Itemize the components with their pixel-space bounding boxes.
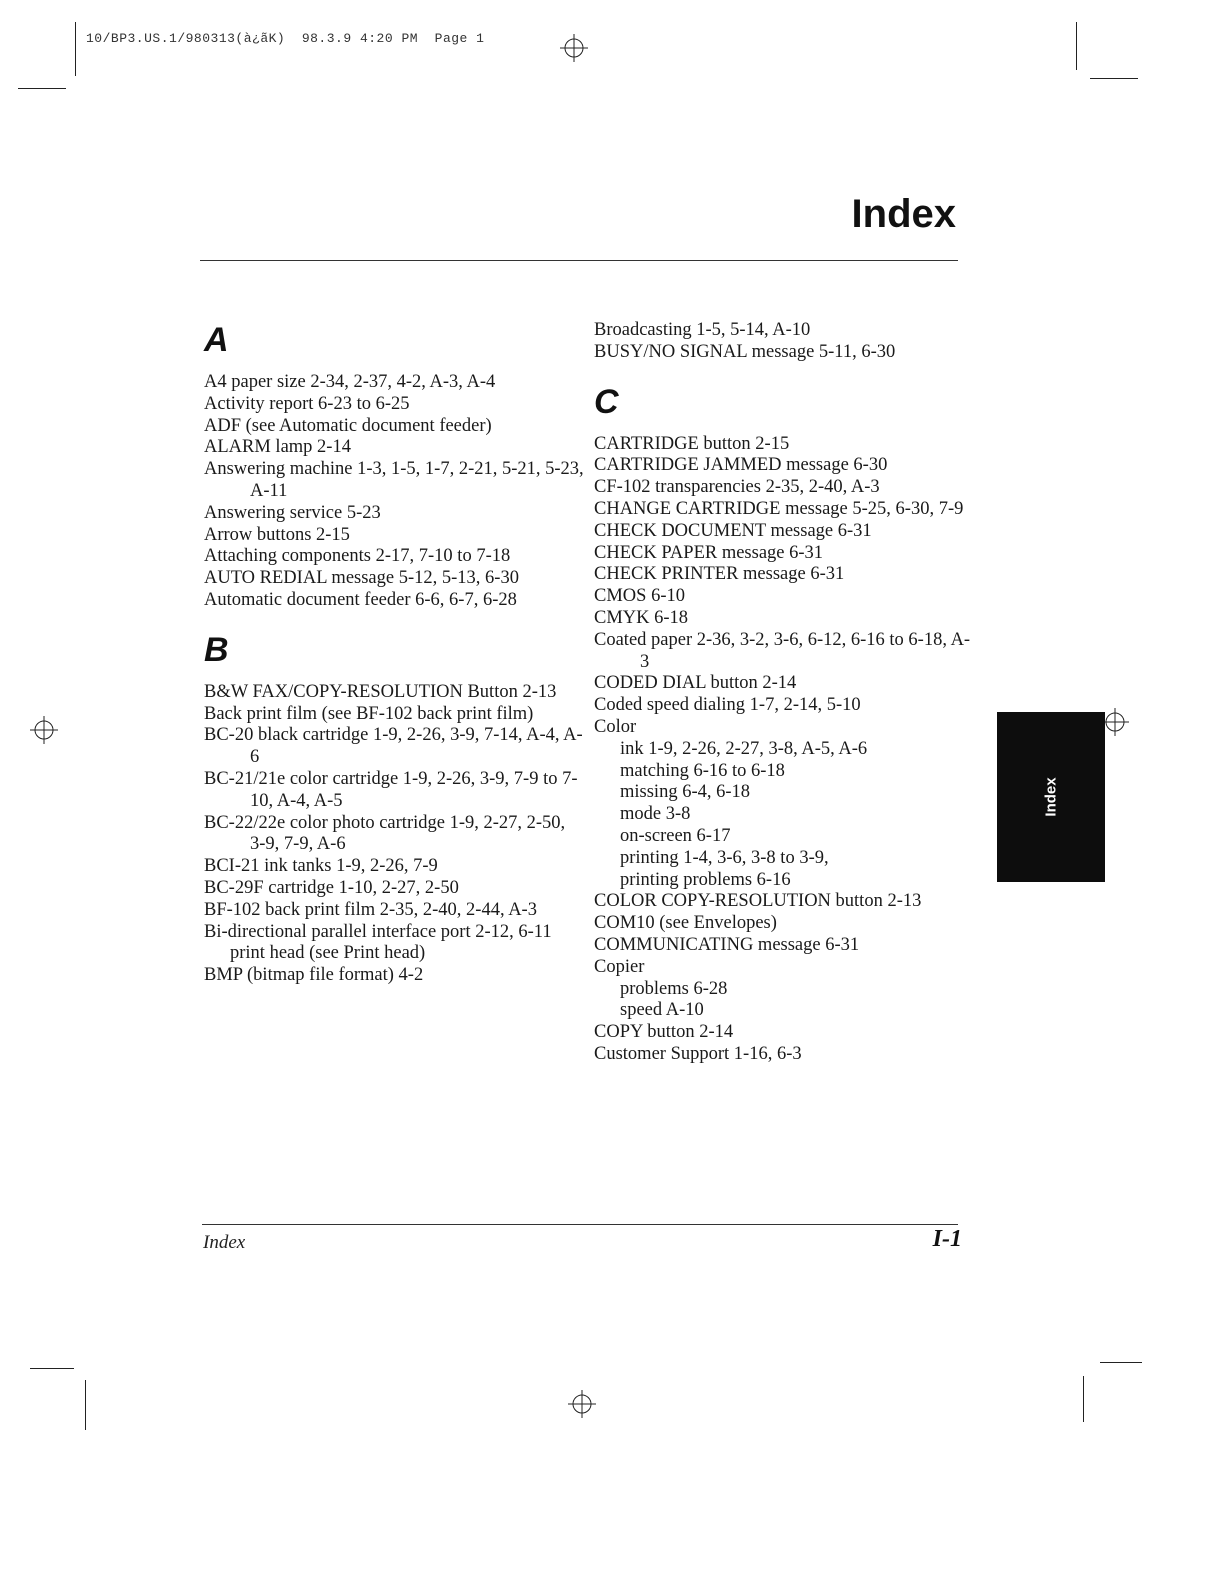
index-entry: B&W FAX/COPY-RESOLUTION Button 2-13	[204, 681, 557, 702]
title-rule	[200, 260, 958, 261]
index-entry: CHECK PAPER message 6-31	[594, 542, 824, 563]
index-entry: CARTRIDGE JAMMED message 6-30	[594, 455, 888, 476]
crop-mark-bottom-left-horizontal	[30, 1368, 74, 1369]
index-entry: CMOS 6-10	[594, 586, 685, 607]
index-subentry: ink 1-9, 2-26, 2-27, 3-8, A-5, A-6	[620, 738, 868, 759]
footer-rule	[202, 1224, 958, 1225]
index-entry: Broadcasting 1-5, 5-14, A-10	[594, 320, 811, 340]
registration-mark-icon	[30, 716, 58, 744]
index-entry: Answering service 5-23	[204, 502, 381, 523]
index-subentry: matching 6-16 to 6-18	[620, 760, 785, 781]
index-entry: CODED DIAL button 2-14	[594, 673, 797, 694]
index-entry: CHANGE CARTRIDGE message 5-25, 6-30, 7-9	[594, 498, 964, 519]
index-entry: Coded speed dialing 1-7, 2-14, 5-10	[594, 695, 861, 716]
index-entry: Color	[594, 716, 637, 737]
index-entry: CMYK 6-18	[594, 607, 689, 628]
footer-page-number: I-1	[932, 1226, 962, 1252]
index-entry: ADF (see Automatic document feeder)	[204, 415, 492, 436]
section-letter: A	[204, 321, 229, 359]
section-letter: B	[204, 630, 229, 669]
index-subentry: printing problems 6-16	[620, 869, 791, 890]
index-entry: ALARM lamp 2-14	[204, 437, 351, 458]
index-subentry: print head (see Print head)	[230, 943, 426, 964]
index-entry: Arrow buttons 2-15	[204, 524, 350, 545]
crop-mark-bottom-right-horizontal	[1100, 1362, 1142, 1363]
index-entry: Answering machine 1-3, 1-5, 1-7, 2-21, 5-21, 5-23, A-11	[204, 459, 584, 501]
index-entry: BC-29F cartridge 1-10, 2-27, 2-50	[204, 877, 459, 898]
index-entry: Bi-directional parallel interface port 2-12, 6-11	[204, 921, 552, 942]
index-entry: AUTO REDIAL message 5-12, 5-13, 6-30	[204, 568, 519, 589]
section-thumb-tab	[997, 712, 1105, 882]
index-entry: BUSY/NO SIGNAL message 5-11, 6-30	[594, 341, 896, 362]
section-thumb-tab-label: Index	[1042, 777, 1060, 817]
index-subentry: missing 6-4, 6-18	[620, 782, 751, 803]
index-entry: BCI-21 ink tanks 1-9, 2-26, 7-9	[204, 856, 438, 877]
index-entry: CF-102 transparencies 2-35, 2-40, A-3	[594, 477, 880, 498]
index-entry: Automatic document feeder 6-6, 6-7, 6-28	[204, 589, 517, 610]
registration-mark-icon	[1101, 708, 1129, 736]
crop-mark-top-right-vertical	[1076, 22, 1077, 70]
index-entry: CHECK PRINTER message 6-31	[594, 564, 845, 585]
index-entry: COPY button 2-14	[594, 1022, 734, 1043]
index-entry: BC-20 black cartridge 1-9, 2-26, 3-9, 7-14, A-4, A-6	[204, 725, 583, 768]
index-section	[204, 320, 584, 612]
index-section	[594, 320, 974, 364]
index-column-left	[204, 320, 584, 987]
index-entry: COMMUNICATING message 6-31	[594, 934, 860, 955]
index-entry: COM10 (see Envelopes)	[594, 913, 777, 934]
registration-mark-icon	[568, 1390, 596, 1418]
printer-slug: 10/BP3.US.1/980313(à¿ãK) 98.3.9 4:20 PM Page 1	[86, 31, 485, 46]
index-entry: BC-21/21e color cartridge 1-9, 2-26, 3-9, 7-9 to 7-10, A-4, A-5	[204, 768, 578, 811]
index-subentry: printing 1-4, 3-6, 3-8 to 3-9,	[620, 847, 829, 868]
crop-mark-top-left-vertical	[75, 22, 76, 76]
index-column-right	[594, 320, 974, 1066]
index-entry: CARTRIDGE button 2-15	[594, 433, 790, 454]
crop-mark-bottom-left-vertical	[85, 1380, 86, 1430]
index-entry: BF-102 back print film 2-35, 2-40, 2-44, A-3	[204, 899, 537, 920]
index-entry: COLOR COPY-RESOLUTION button 2-13	[594, 891, 922, 912]
index-entry: Customer Support 1-16, 6-3	[594, 1043, 802, 1064]
index-entry: Attaching components 2-17, 7-10 to 7-18	[204, 546, 511, 567]
crop-mark-top-left-horizontal	[18, 88, 66, 89]
index-entry: BC-22/22e color photo cartridge 1-9, 2-27, 2-50, 3-9, 7-9, A-6	[204, 812, 566, 855]
index-entry: Activity report 6-23 to 6-25	[204, 393, 410, 414]
registration-mark-icon	[560, 34, 588, 62]
crop-mark-bottom-right-vertical	[1083, 1376, 1084, 1422]
index-subentry: speed A-10	[620, 1000, 704, 1021]
index-entry: BMP (bitmap file format) 4-2	[204, 965, 424, 986]
index-subentry: on-screen 6-17	[620, 825, 731, 846]
index-subentry: problems 6-28	[620, 978, 728, 999]
index-entry: Back print film (see BF-102 back print film)	[204, 703, 534, 724]
index-entry: Coated paper 2-36, 3-2, 3-6, 6-12, 6-16 to 6-18, A-3	[594, 629, 971, 672]
crop-mark-top-right-horizontal	[1090, 78, 1138, 79]
index-section	[204, 630, 584, 987]
page-title: Index	[851, 192, 956, 236]
section-letter: C	[594, 382, 619, 421]
index-entry: Copier	[594, 956, 645, 977]
index-subentry: mode 3-8	[620, 804, 691, 825]
index-section	[594, 382, 974, 1066]
index-entry: CHECK DOCUMENT message 6-31	[594, 520, 872, 541]
footer-section-label: Index	[203, 1232, 246, 1253]
index-entry: A4 paper size 2-34, 2-37, 4-2, A-3, A-4	[204, 372, 496, 392]
